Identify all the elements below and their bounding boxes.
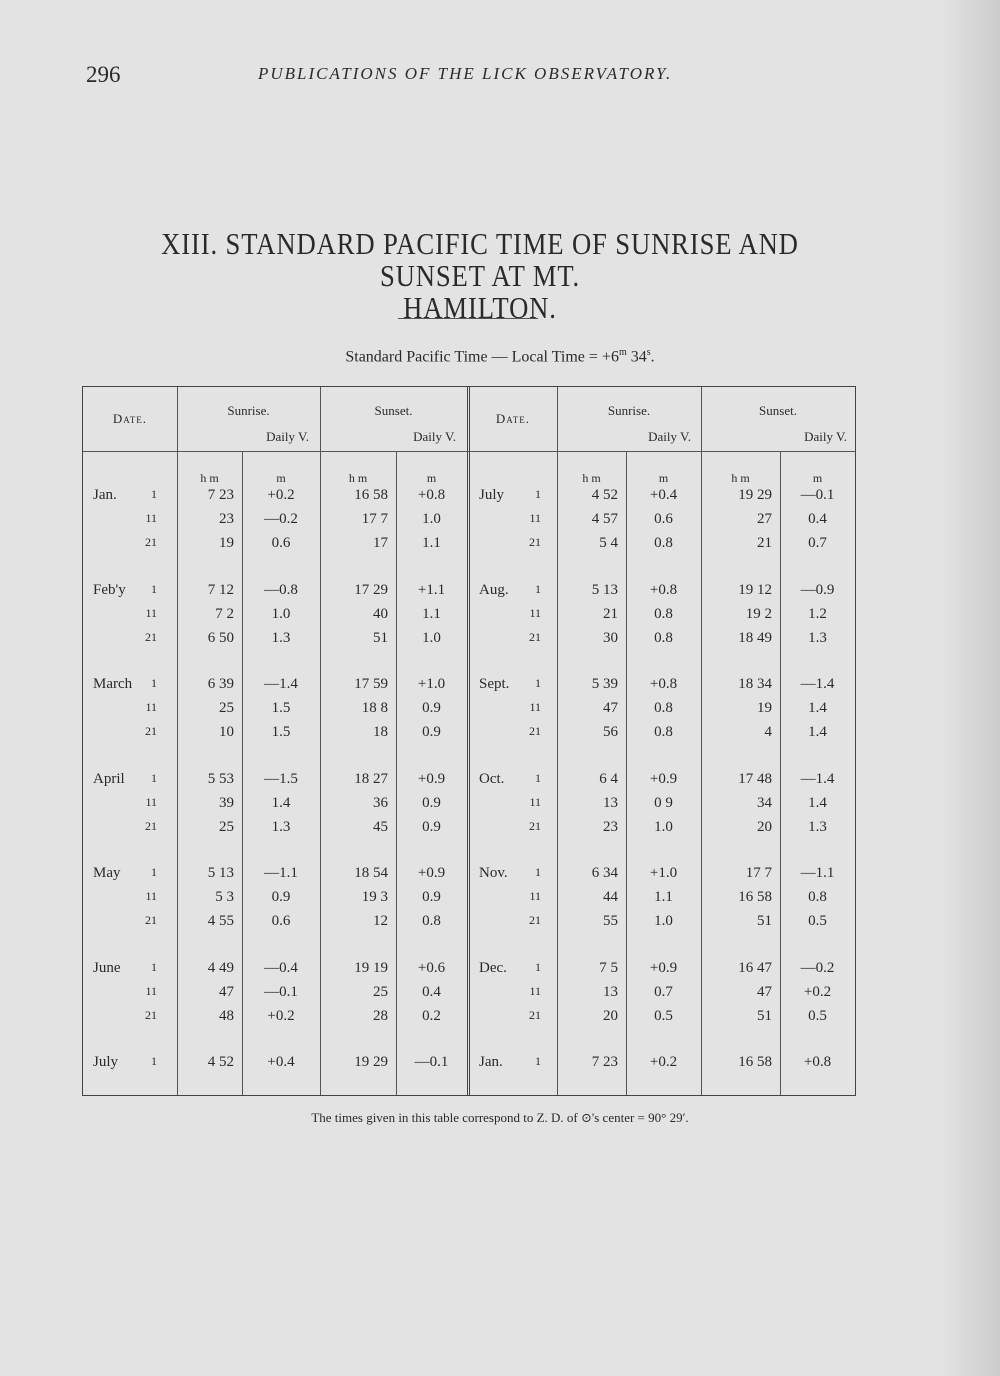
sunset-time: 19: [757, 700, 772, 716]
sunset-daily-variation: 0.9: [422, 889, 441, 905]
row-day: 11: [529, 605, 541, 620]
sunset-time: 45: [373, 818, 388, 835]
col-divider: [701, 387, 702, 1095]
sunrise-daily-variation: +0.9: [649, 770, 678, 787]
sunrise-time: 19: [219, 535, 234, 551]
sunset-daily-variation: —1.1: [800, 865, 835, 881]
sunset-time: 19 29: [354, 1054, 388, 1070]
sunrise-time: 5 39: [591, 676, 618, 692]
sunset-daily-variation: 1.4: [808, 724, 827, 740]
sunset-time: 12: [373, 913, 388, 929]
unit-m: m: [658, 471, 669, 485]
col-divider: [557, 387, 558, 1095]
row-day: 11: [529, 983, 541, 998]
sunset-daily-variation: 1.3: [808, 818, 827, 835]
sunrise-daily-variation: —1.1: [264, 865, 298, 881]
row-month: Nov.: [479, 865, 508, 881]
row-day: 1: [535, 959, 541, 974]
time-correction-formula: Standard Pacific Time — Local Time = $+6^m$ 34$^s$.: [345, 347, 655, 366]
sunrise-daily-variation: 0.8: [654, 605, 673, 622]
row-month: Dec.: [479, 959, 507, 976]
sunset-time: 17 59: [354, 676, 388, 692]
sunset-daily-variation: 0.8: [808, 889, 827, 905]
sunrise-sunset-table: [82, 386, 856, 1096]
sunrise-time: 44: [603, 889, 618, 905]
sunset-time: 18 54: [354, 865, 388, 881]
sunrise-daily-variation: 0.7: [654, 983, 673, 1000]
row-day: 1: [151, 770, 157, 785]
unit-m: m: [276, 471, 286, 485]
sunrise-daily-variation: 1.3: [271, 818, 291, 835]
row-day: 11: [529, 889, 541, 903]
sunset-time: 18: [373, 724, 388, 740]
row-day: 21: [529, 818, 541, 833]
sunset-time: 25: [373, 983, 388, 1000]
sunset-time: 19 3: [361, 889, 388, 905]
sunrise-time: 5 4: [599, 535, 618, 551]
sunset-time: 27: [757, 511, 772, 527]
sunrise-time: 47: [219, 983, 234, 1000]
row-month: Aug.: [479, 581, 509, 598]
sunset-daily-variation: —0.9: [800, 581, 835, 598]
unit-h-m: h m: [582, 471, 601, 485]
row-month: June: [93, 959, 121, 976]
sunrise-time: 4 55: [207, 913, 234, 929]
col-divider: [177, 387, 178, 1095]
sunrise-time: 4 52: [591, 487, 618, 503]
sunrise-daily-variation: +0.2: [267, 1007, 295, 1024]
sunrise-daily-variation: +0.4: [267, 1054, 295, 1070]
row-day: 21: [145, 1007, 157, 1022]
sunrise-daily-variation: —0.4: [264, 959, 298, 976]
sunset-daily-variation: +0.6: [417, 959, 446, 976]
header-date: Date.: [495, 411, 531, 426]
sunrise-daily-variation: 0.8: [654, 700, 673, 716]
sunset-time: 19 2: [745, 605, 772, 622]
row-month: July: [479, 487, 505, 503]
sunset-daily-variation: 1.4: [808, 794, 827, 811]
row-day: 1: [535, 770, 541, 785]
unit-m: m: [812, 471, 823, 485]
sunrise-time: 7 23: [207, 487, 234, 503]
sunset-time: 18 34: [738, 676, 772, 692]
sunrise-time: 7 5: [599, 959, 618, 976]
section-title-line-2: HAMILTON.: [403, 290, 557, 325]
sunrise-daily-variation: —0.1: [264, 983, 298, 1000]
sunrise-daily-variation: 0 9: [654, 794, 673, 811]
row-day: 1: [535, 865, 541, 879]
row-day: 1: [535, 676, 541, 690]
row-day: 1: [535, 487, 541, 501]
sunrise-time: 39: [219, 794, 234, 811]
sunrise-daily-variation: —0.2: [264, 511, 298, 527]
sunset-time: 51: [757, 1007, 772, 1024]
header-sunset: Sunset.: [759, 403, 797, 418]
row-day: 1: [535, 581, 541, 596]
sunset-time: 17: [373, 535, 388, 551]
sunrise-time: 5 13: [207, 865, 234, 881]
sunrise-time: 6 50: [207, 629, 234, 646]
sunset-time: 19 12: [738, 581, 772, 598]
sunset-daily-variation: 1.0: [422, 511, 441, 527]
sunrise-time: 13: [603, 794, 618, 811]
running-head: [86, 62, 866, 92]
row-day: 11: [529, 511, 541, 525]
footnote: The times given in this table correspond to Z. D. of ⊙'s center = 90° 29′.: [311, 1110, 689, 1125]
header-sunrise-daily-v: Daily V.: [648, 429, 691, 444]
sunrise-daily-variation: 0.6: [271, 913, 291, 929]
sunset-time: 16 47: [738, 959, 772, 976]
row-day: 21: [145, 913, 157, 927]
sunset-daily-variation: —1.4: [800, 676, 835, 692]
row-day: 21: [145, 724, 157, 738]
sunrise-daily-variation: —0.8: [264, 581, 298, 598]
sunset-daily-variation: 1.1: [422, 605, 441, 622]
sunset-daily-variation: +0.8: [417, 487, 446, 503]
sunrise-daily-variation: 1.1: [654, 889, 673, 905]
sunrise-time: 23: [603, 818, 618, 835]
row-day: 1: [151, 959, 157, 974]
row-day: 21: [529, 913, 541, 927]
row-month: April: [93, 770, 125, 787]
sunset-daily-variation: —1.4: [800, 770, 835, 787]
page-edge-shadow: [940, 0, 1000, 1376]
row-day: 11: [145, 983, 157, 998]
sunrise-time: 5 53: [207, 770, 234, 787]
sunset-time: 17 7: [745, 865, 772, 881]
sunset-daily-variation: 0.9: [422, 700, 441, 716]
sunrise-daily-variation: —1.5: [264, 770, 298, 787]
unit-h-m: h m: [200, 471, 219, 485]
sunset-daily-variation: 1.0: [422, 629, 441, 646]
sunset-daily-variation: +0.9: [417, 770, 446, 787]
row-month: July: [93, 1054, 119, 1070]
sunrise-time: 20: [603, 1007, 618, 1024]
sunset-daily-variation: 0.7: [808, 535, 827, 551]
journal-title: PUBLICATIONS OF THE LICK OBSERVATORY.: [258, 64, 673, 83]
sunrise-daily-variation: 1.4: [271, 794, 291, 811]
sunset-daily-variation: 0.8: [422, 913, 441, 929]
row-day: 1: [535, 1054, 541, 1068]
sunset-daily-variation: 1.3: [808, 629, 827, 646]
title-rule: [398, 318, 538, 319]
sunset-time: 51: [373, 629, 388, 646]
sunset-time: 18 49: [738, 629, 772, 646]
sunset-time: 28: [373, 1007, 388, 1024]
unit-m: m: [426, 471, 437, 485]
row-day: 11: [145, 794, 157, 809]
row-month: Feb'y: [93, 581, 126, 598]
sunset-daily-variation: 0.4: [808, 511, 827, 527]
sunrise-time: 6 34: [591, 865, 618, 881]
sunrise-time: 7 2: [215, 605, 234, 622]
row-day: 21: [529, 1007, 541, 1022]
row-day: 11: [145, 889, 157, 903]
header-rule: [83, 451, 855, 452]
sunrise-time: 13: [603, 983, 618, 1000]
row-day: 1: [151, 581, 157, 596]
sunset-time: 4: [764, 724, 772, 740]
row-month: May: [93, 865, 121, 881]
row-month: Sept.: [479, 676, 510, 692]
center-double-divider: [467, 387, 470, 1095]
sunrise-time: 6 39: [207, 676, 234, 692]
sunrise-time: 5 3: [215, 889, 234, 905]
sunset-daily-variation: —0.2: [800, 959, 835, 976]
header-sunset: Sunset.: [374, 403, 413, 418]
sunrise-daily-variation: 1.3: [271, 629, 291, 646]
sunrise-time: 21: [603, 605, 618, 622]
sunrise-daily-variation: +1.0: [649, 865, 678, 881]
sunrise-daily-variation: 0.6: [271, 535, 291, 551]
sunset-daily-variation: 0.9: [422, 818, 441, 835]
sunset-daily-variation: 1.2: [808, 605, 827, 622]
sunset-time: 47: [757, 983, 772, 1000]
row-day: 21: [529, 724, 541, 738]
sunset-time: 34: [757, 794, 772, 811]
page-number: 296: [86, 62, 121, 87]
sunrise-time: 25: [219, 818, 234, 835]
sunrise-daily-variation: 0.8: [654, 629, 673, 646]
sunrise-daily-variation: 0.6: [654, 511, 673, 527]
sunrise-time: 4 52: [207, 1054, 234, 1070]
sunset-daily-variation: 0.4: [422, 983, 441, 1000]
sunset-daily-variation: 0.5: [808, 1007, 827, 1024]
row-day: 1: [151, 676, 157, 690]
unit-h-m: h m: [348, 471, 368, 485]
sunset-daily-variation: —0.1: [800, 487, 835, 503]
sunset-time: 17 48: [738, 770, 772, 787]
sunrise-time: 5 13: [591, 581, 618, 598]
header-sunrise: Sunrise.: [607, 403, 651, 418]
row-day: 11: [145, 605, 157, 620]
header-sunrise: Sunrise.: [227, 403, 270, 418]
header-date: Date.: [112, 411, 148, 426]
sunrise-time: 6 4: [599, 770, 618, 787]
sunset-time: 51: [757, 913, 772, 929]
sunrise-daily-variation: +0.4: [649, 487, 678, 503]
section-title: [136, 228, 824, 324]
sunset-time: 17 29: [354, 581, 388, 598]
row-day: 1: [151, 487, 157, 501]
sunrise-time: 47: [603, 700, 618, 716]
header-sunrise-daily-v: Daily V.: [266, 429, 309, 444]
sunset-daily-variation: 1.1: [422, 535, 441, 551]
sunrise-daily-variation: 0.8: [654, 535, 673, 551]
header-sunset-daily-v: Daily V.: [413, 429, 456, 444]
row-day: 1: [151, 1054, 157, 1068]
sunset-daily-variation: 1.4: [808, 700, 827, 716]
row-day: 21: [529, 535, 541, 549]
sunset-daily-variation: +0.8: [803, 1054, 832, 1070]
row-day: 11: [145, 700, 157, 714]
sunrise-time: 4 57: [591, 511, 618, 527]
sunrise-daily-variation: +0.2: [267, 487, 295, 503]
sunset-daily-variation: +1.1: [417, 581, 446, 598]
row-day: 1: [151, 865, 157, 879]
sunrise-daily-variation: 1.0: [654, 913, 673, 929]
sunrise-time: 10: [219, 724, 234, 740]
sunrise-time: 25: [219, 700, 234, 716]
sunrise-daily-variation: 0.8: [654, 724, 673, 740]
sunrise-daily-variation: 1.0: [654, 818, 673, 835]
sunset-time: 16 58: [354, 487, 388, 503]
header-sunset-daily-v: Daily V.: [804, 429, 847, 444]
sunrise-daily-variation: 1.5: [271, 700, 291, 716]
sunrise-daily-variation: 1.0: [271, 605, 291, 622]
sunset-daily-variation: 0.5: [808, 913, 827, 929]
row-day: 21: [145, 535, 157, 549]
sunset-time: 19 29: [738, 487, 772, 503]
sunrise-time: 23: [219, 511, 234, 527]
sunrise-time: 30: [603, 629, 618, 646]
sunrise-daily-variation: +0.9: [649, 959, 678, 976]
sunrise-daily-variation: +0.8: [649, 676, 678, 692]
section-title-line-1: XIII. STANDARD PACIFIC TIME OF SUNRISE AND SUNSET AT MT.: [161, 226, 799, 293]
sunrise-time: 56: [603, 724, 618, 740]
row-month: Jan.: [479, 1054, 503, 1070]
row-day: 11: [145, 511, 157, 525]
sunset-time: 40: [373, 605, 388, 622]
col-divider: [320, 387, 321, 1095]
row-month: March: [93, 676, 133, 692]
sunrise-time: 4 49: [207, 959, 234, 976]
row-day: 11: [529, 794, 541, 809]
sunset-daily-variation: +1.0: [417, 676, 446, 692]
sunrise-daily-variation: 0.9: [271, 889, 291, 905]
row-month: Jan.: [93, 487, 117, 503]
sunrise-time: 7 23: [591, 1054, 618, 1070]
sunset-time: 18 8: [361, 700, 388, 716]
row-day: 21: [529, 629, 541, 644]
sunset-daily-variation: —0.1: [414, 1054, 449, 1070]
sunrise-daily-variation: 0.5: [654, 1007, 673, 1024]
sunset-daily-variation: +0.2: [803, 983, 832, 1000]
unit-h-m: h m: [731, 471, 750, 485]
sunrise-daily-variation: +0.2: [649, 1054, 678, 1070]
sunrise-daily-variation: —1.4: [264, 676, 298, 692]
sunset-time: 19 19: [354, 959, 388, 976]
sunset-daily-variation: 0.9: [422, 794, 441, 811]
sunrise-time: 55: [603, 913, 618, 929]
row-day: 21: [145, 629, 157, 644]
row-day: 11: [529, 700, 541, 714]
sunset-time: 36: [373, 794, 388, 811]
sunset-daily-variation: 0.2: [422, 1007, 441, 1024]
sunrise-time: 7 12: [207, 581, 234, 598]
sunset-daily-variation: +0.9: [417, 865, 446, 881]
sunset-time: 21: [757, 535, 772, 551]
sunset-daily-variation: 0.9: [422, 724, 441, 740]
row-month: Oct.: [479, 770, 505, 787]
row-day: 21: [145, 818, 157, 833]
sunset-time: 16 58: [738, 1054, 772, 1070]
sunset-time: 18 27: [354, 770, 388, 787]
sunrise-daily-variation: 1.5: [271, 724, 291, 740]
sunrise-time: 48: [219, 1007, 234, 1024]
sunset-time: 20: [757, 818, 772, 835]
sunset-time: 17 7: [361, 511, 388, 527]
sunrise-daily-variation: +0.8: [649, 581, 678, 598]
sunset-time: 16 58: [738, 889, 772, 905]
